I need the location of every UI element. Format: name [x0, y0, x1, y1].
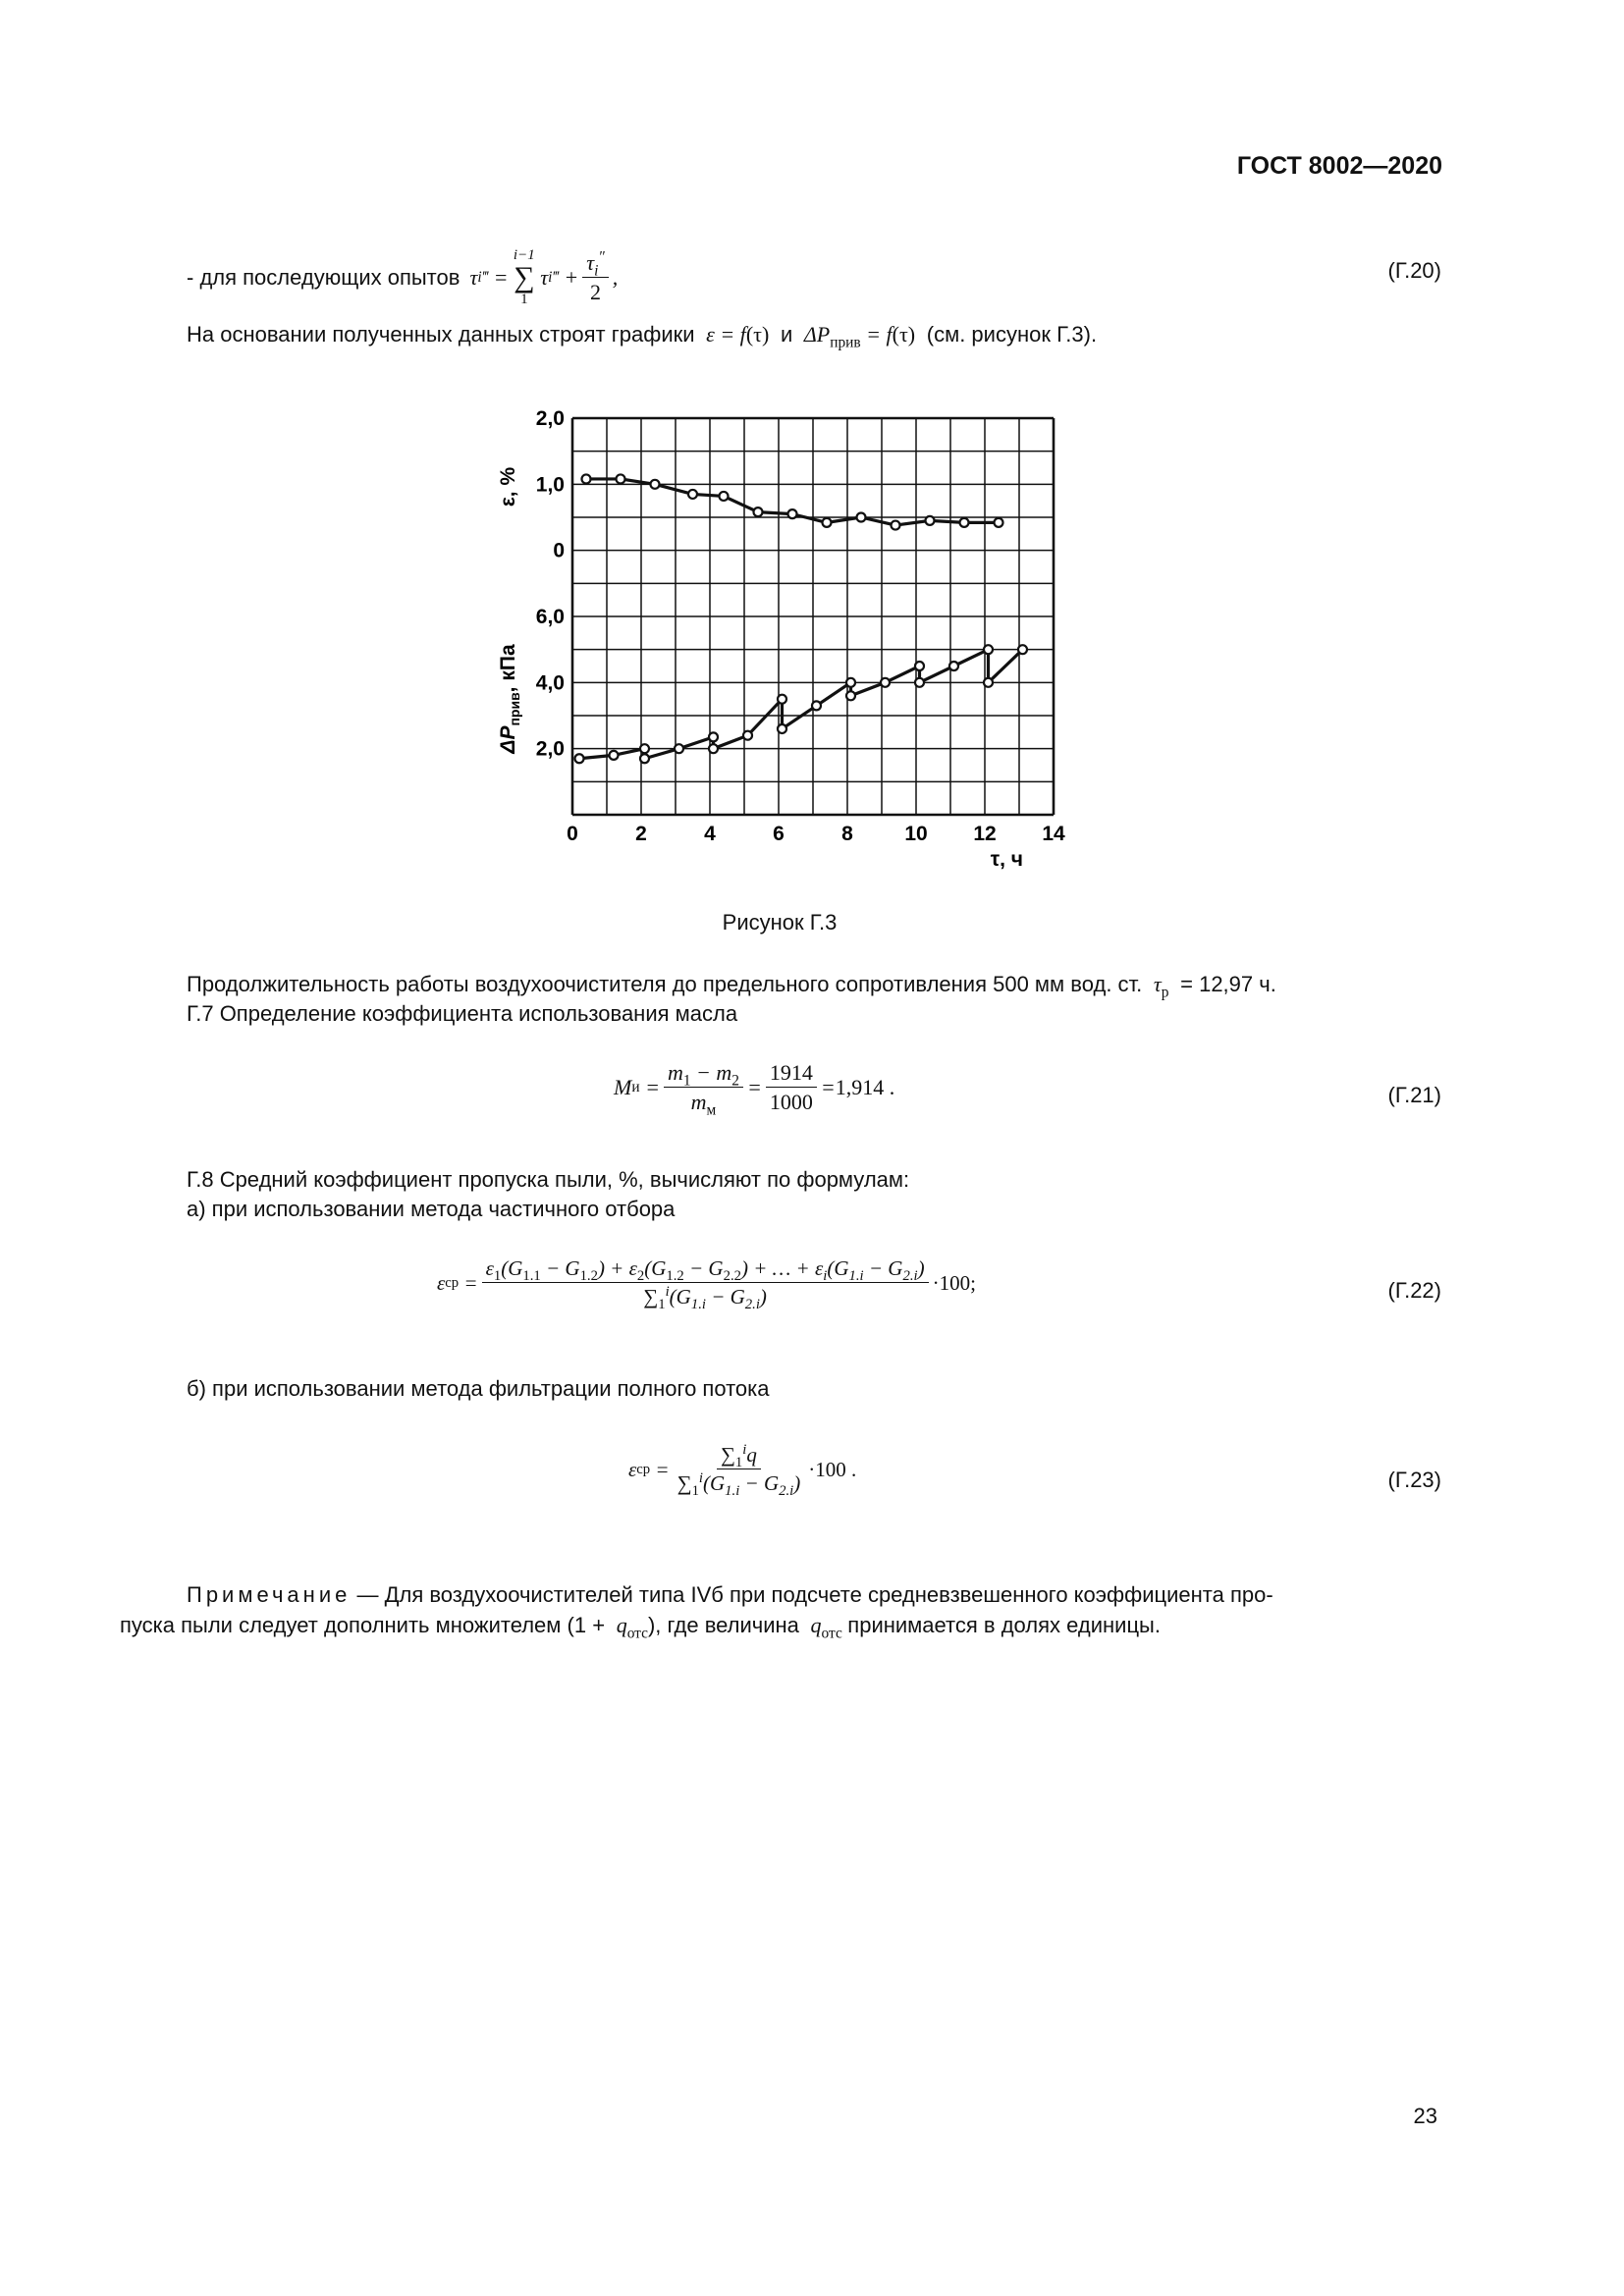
dp-point	[915, 662, 924, 670]
eps-point	[960, 518, 969, 527]
section7-heading: Г.7 Определение коэффициента использования масла	[187, 1001, 738, 1026]
q-otc: $q_{отс}$	[611, 1613, 648, 1642]
figure-g3	[481, 402, 1090, 883]
x-axis-label: τ, ч	[990, 848, 1023, 871]
section8-heading: Г.8 Средний коэффициент пропуска пыли, %, вычисляют по формулам:	[187, 1167, 910, 1192]
eq21-formula: M и = $\frac{m_1 - m_2}{m_м}$ = $\frac{1914}{1000}$ = 1,914 .	[614, 1060, 895, 1119]
dp-func: $\Delta P_{прив} = f(\tau)$	[798, 322, 916, 351]
sum-symbol: ∑	[514, 261, 535, 294]
y-tick-label-dp: 2,0	[535, 737, 565, 761]
eq20-line	[187, 234, 618, 322]
y-tick-label-eps: 2,0	[535, 407, 565, 430]
eq21-num: 1914	[766, 1060, 817, 1088]
eq20-number: (Г.20)	[1387, 258, 1441, 283]
eps-point	[617, 474, 625, 483]
x-tick-label: 4	[704, 823, 716, 845]
dp-point	[949, 662, 958, 670]
dp-point	[640, 744, 649, 753]
eps-point	[688, 490, 697, 499]
y-tick-label-eps: 0	[553, 539, 565, 562]
dp-point	[743, 731, 752, 740]
x-tick-label: 8	[841, 823, 853, 845]
x-tick-label: 2	[635, 823, 647, 845]
para2-text-b: = 12,97 ч.	[1180, 972, 1276, 996]
section8-item-a: а) при использовании метода частичного отбора	[187, 1197, 676, 1221]
x-tick-label: 12	[973, 823, 997, 845]
eq23-factor: ·100 .	[808, 1457, 857, 1481]
eps-point	[995, 518, 1003, 527]
eq20-sum-top: i−1	[513, 247, 535, 263]
dp-series	[575, 645, 1028, 763]
dp-point	[915, 678, 924, 687]
dp-point	[812, 701, 821, 710]
eq21-number: (Г.21)	[1387, 1083, 1441, 1107]
dp-point	[575, 754, 584, 763]
note-text-a: — Для воздухоочистителей типа IVб при подсчете средневзвешенного коэффициента про-	[356, 1582, 1273, 1607]
dp-point	[984, 645, 993, 654]
dp-point	[1018, 645, 1027, 654]
x-tick-label: 0	[567, 823, 578, 845]
dp-point	[610, 751, 619, 760]
eps-point	[720, 492, 729, 501]
eps-series	[582, 474, 1003, 529]
y-tick-label-dp: 4,0	[535, 671, 565, 695]
x-tick-label: 10	[904, 823, 928, 845]
eq20-formula: τ i ‴ = i−1 ∑ 1 τ i ‴ + $\frac{\tau_i''}{2}$ ,	[469, 247, 619, 307]
para1-text-a: На основании полученных данных строят графики	[187, 322, 695, 347]
eq20-sum	[514, 248, 535, 307]
note-line-2	[120, 1613, 1161, 1642]
note-text-c: ), где величина	[647, 1613, 799, 1637]
para1	[187, 322, 1098, 351]
dp-point	[846, 691, 855, 700]
eps-point	[582, 474, 591, 483]
eps-point	[892, 521, 900, 530]
note-label: Примечание	[187, 1582, 352, 1607]
eq20-lead: - для последующих опытов	[187, 265, 460, 290]
eps-axis-label: ε, %	[497, 466, 519, 507]
section8-item-b: б) при использовании метода фильтрации полного потока	[187, 1376, 770, 1401]
eq21-den: 1000	[769, 1090, 813, 1114]
eq22-factor: ·100;	[932, 1270, 976, 1295]
eps-point	[823, 518, 832, 527]
eps-point	[926, 516, 935, 525]
dp-axis-label: $\Delta P_{прив}$, кПа	[497, 644, 522, 754]
para1-text-c: (см. рисунок Г.3).	[926, 322, 1098, 347]
note-text-d: принимается в долях единицы.	[847, 1613, 1161, 1637]
dp-point	[640, 754, 649, 763]
dp-point	[881, 678, 890, 687]
para2-text-a: Продолжительность работы воздухоочистителя до предельного сопротивления 500 мм вод. ст.	[187, 972, 1143, 996]
dp-point	[846, 678, 855, 687]
dp-point	[778, 724, 786, 733]
eps-func: ε = f(τ)	[700, 322, 770, 347]
eq20-sum-bottom: 1	[520, 292, 528, 307]
page-number: 23	[1413, 2104, 1437, 2128]
eq23-formula: ε ср = $\frac{\sum_1^iq}{\sum_1^i(G_{1.i} - G_{2.i})}$ ·100 .	[628, 1442, 857, 1500]
note-line-1	[187, 1582, 1273, 1608]
eq23-number: (Г.23)	[1387, 1468, 1441, 1492]
eps-point	[651, 480, 660, 489]
eq21-result: 1,914 .	[835, 1075, 895, 1099]
para2	[187, 972, 1276, 1001]
x-tick-label: 14	[1042, 823, 1065, 845]
eps-point	[754, 507, 763, 516]
q-otc-2: $q_{отс}$	[805, 1613, 842, 1642]
y-tick-label-eps: 1,0	[535, 473, 565, 497]
dp-point	[675, 744, 683, 753]
y-tick-label-dp: 6,0	[535, 606, 565, 628]
figure-caption: Рисунок Г.3	[722, 910, 838, 934]
dp-point	[778, 695, 786, 704]
dp-point	[709, 744, 718, 753]
tau-p: $\tau_р$	[1148, 972, 1169, 1001]
tick-labels	[536, 407, 1065, 845]
eps-point	[857, 513, 866, 522]
eps-point	[788, 509, 797, 518]
document-id: ГОСТ 8002—2020	[1236, 152, 1442, 180]
dp-point	[984, 678, 993, 687]
note-text-b: пуска пыли следует дополнить множителем (1 +	[120, 1613, 606, 1637]
para1-text-b: и	[780, 322, 793, 347]
dp-point	[709, 732, 718, 741]
eq22-formula: ε ср = $\frac{\varepsilon_1(G_{1.1} - G_{1.2}) + \varepsilon_2(G_{1.2} - G_{2.2}) + \dots + \varepsilon_i(G_{1.i} - G_{2.i})}{\sum_1^i(G_{1.i} - G_{2.i})}$ ·100;	[437, 1256, 976, 1313]
x-tick-label: 6	[773, 823, 785, 845]
eq22-number: (Г.22)	[1387, 1278, 1441, 1303]
